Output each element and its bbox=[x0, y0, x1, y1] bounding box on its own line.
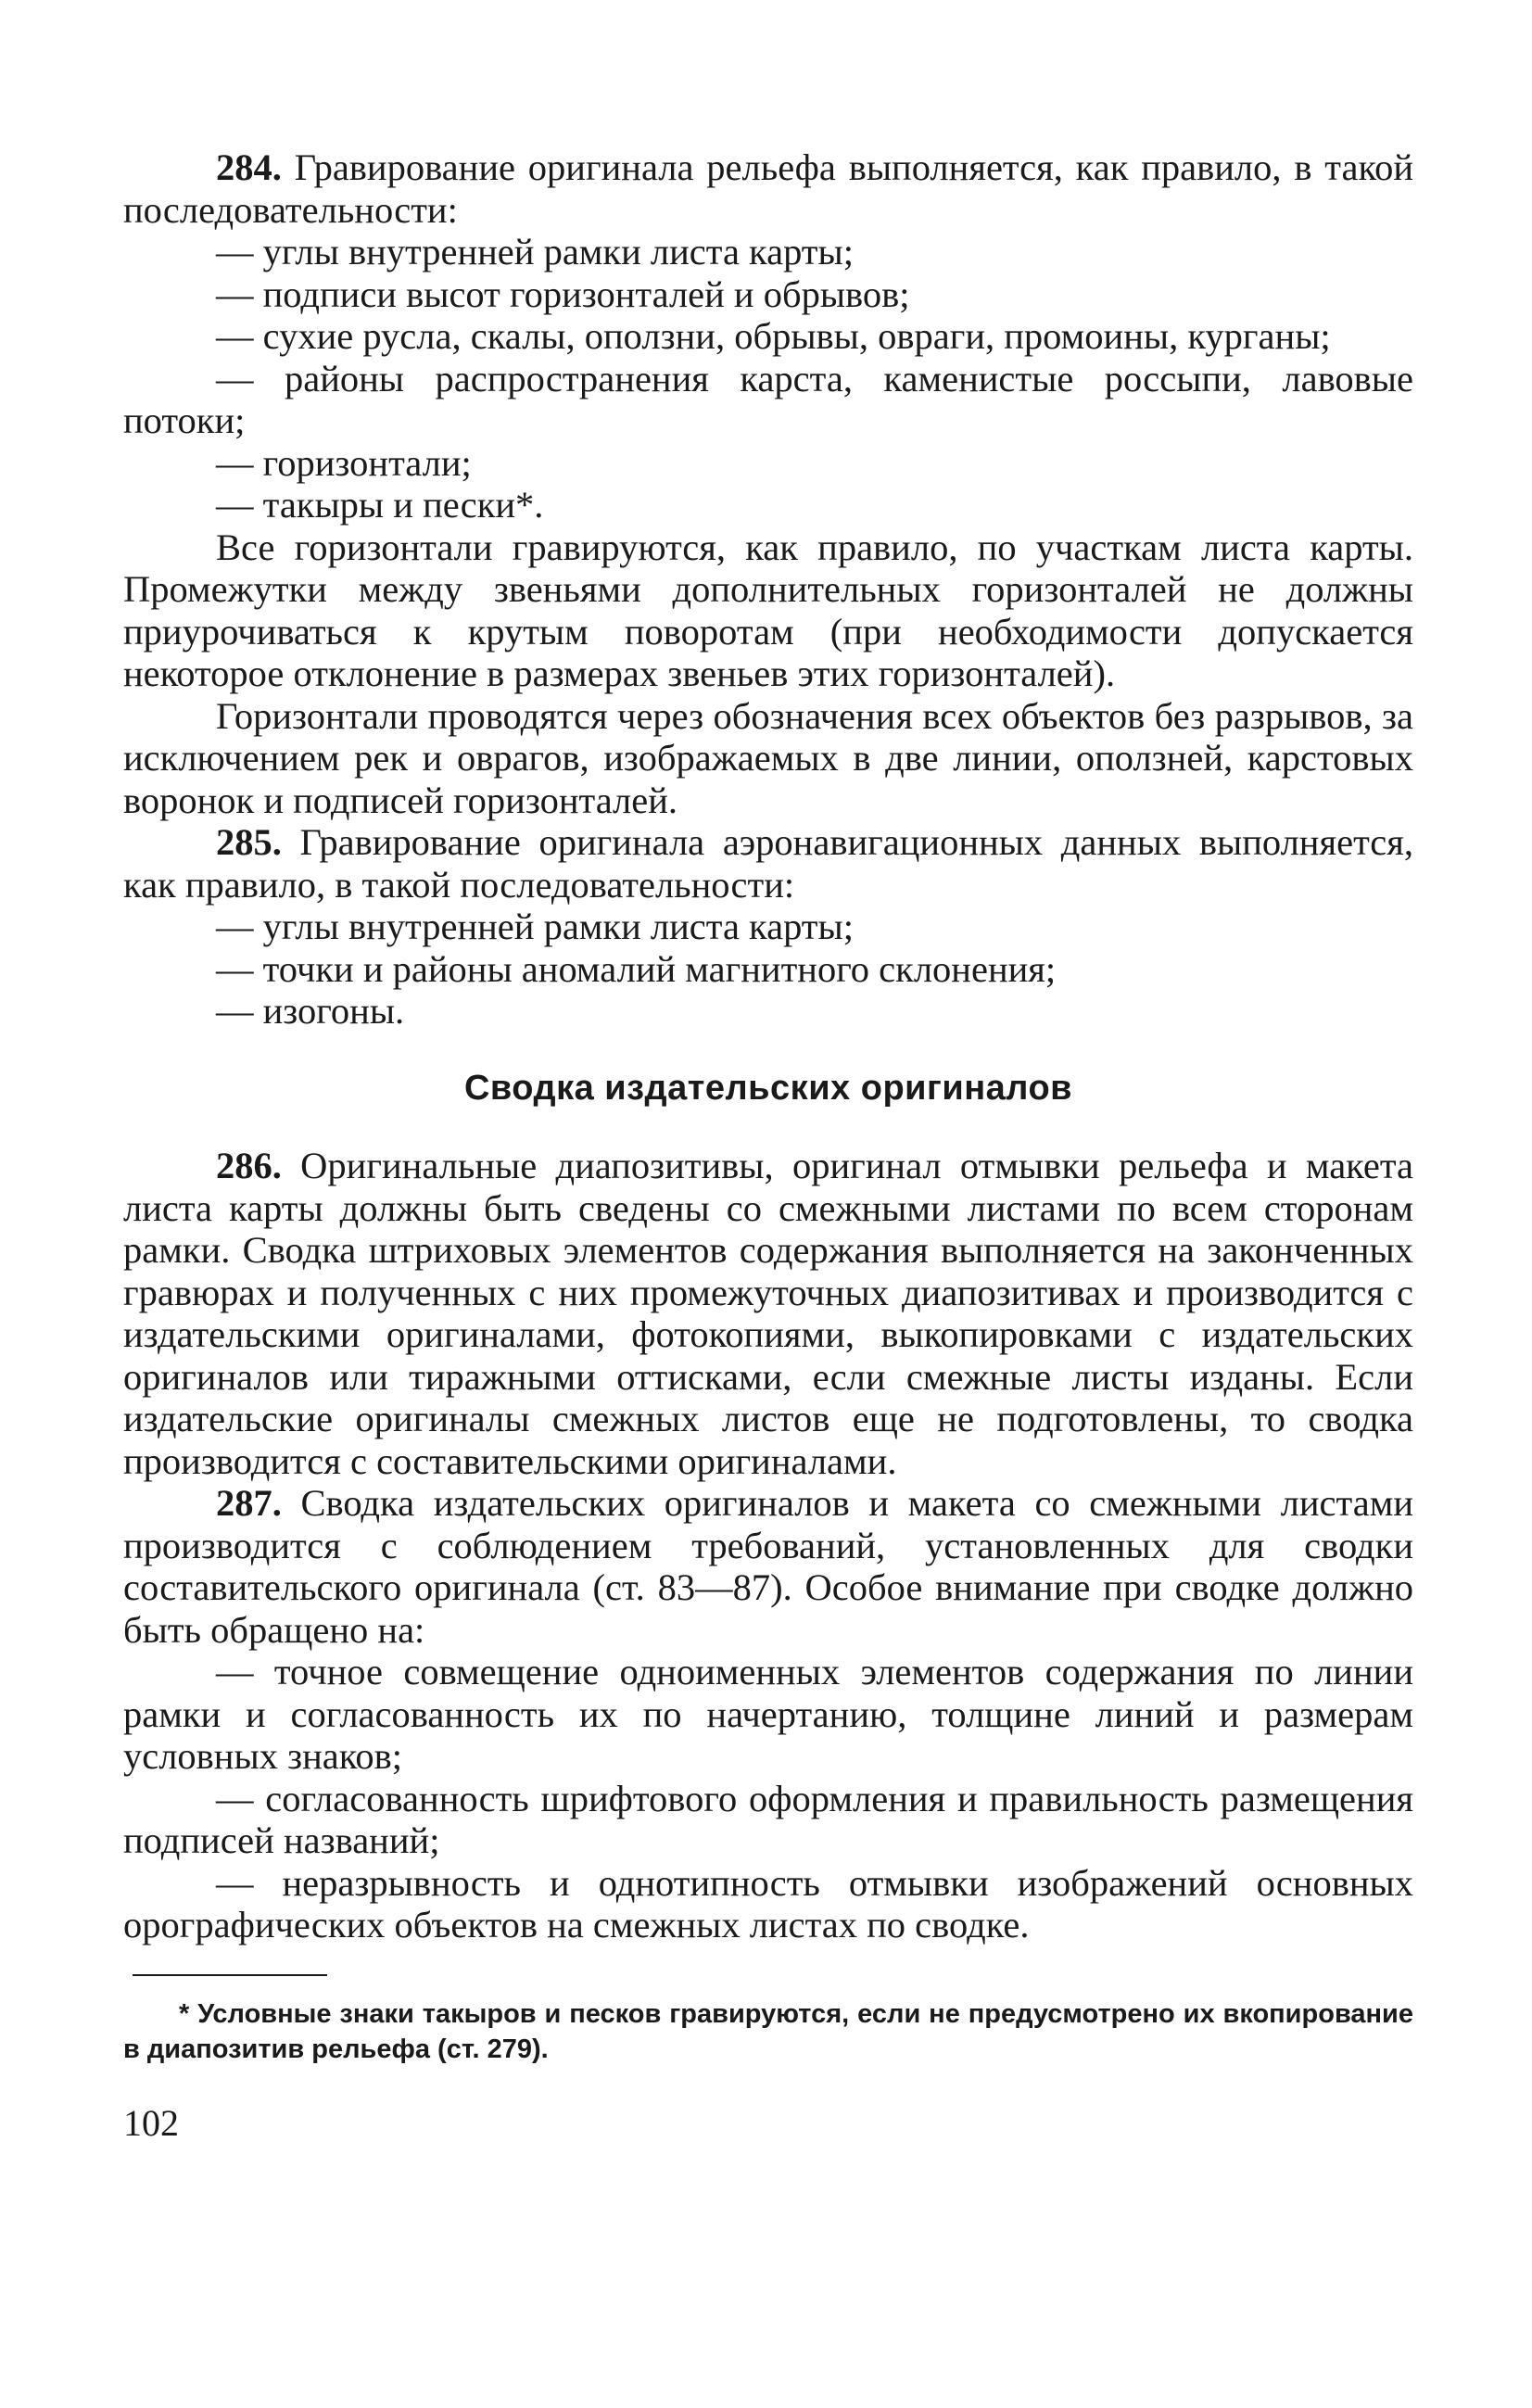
list-item: — районы распространения карста, каменистые россыпи, лавовые потоки; bbox=[123, 357, 1413, 441]
paragraph-286: 286. Оригинальные диапозитивы, оригинал отмывки рельефа и макета листа карты должны быть сведены со смежными листами по всем сторонам рамки. Сводка штриховых элементов содержания выполняется на законченных гравюрах и полученных с них промежуточных диапозитивах и производится с издательскими оригиналами, фотокопиями, выкопировками с издательских оригиналов или тиражными оттисками, если смежные листы изданы. Если издательские оригиналы смежных листов еще не подготовлены, то сводка производится с составительскими оригиналами. bbox=[123, 1145, 1413, 1482]
page-number: 102 bbox=[123, 2101, 179, 2144]
list-item: — точное совмещение одноименных элементов содержания по линии рамки и согласованность их по начертанию, толщине линий и размерам условных знаков; bbox=[123, 1651, 1413, 1777]
list-item: — сухие русла, скалы, оползни, обрывы, овраги, промоины, курганы; bbox=[216, 315, 1331, 357]
paragraph: Горизонтали проводятся через обозначения всех объектов без разрывов, за исключением рек и оврагов, изображаемых в две линии, оползней, карстовых воронок и подписей горизонталей. bbox=[123, 694, 1413, 821]
footnote-divider bbox=[133, 1974, 327, 1976]
list-item: — точки и районы аномалий магнитного склонения; bbox=[216, 947, 1057, 990]
section-heading: Сводка издательских оригиналов bbox=[463, 1068, 1073, 1108]
list-item: — углы внутренней рамки листа карты; bbox=[216, 906, 854, 947]
item-number: 286. bbox=[216, 1145, 282, 1186]
list-item: — горизонтали; bbox=[216, 441, 472, 484]
list-item: — подписи высот горизонталей и обрывов; bbox=[216, 272, 910, 315]
paragraph: Все горизонтали гравируются, как правило, по участкам листа карты. Промежутки между звеньями дополнительных горизонталей не должны приурочиваться к крутым поворотам (при необходимости допускается некоторое отклонение в размерах звеньев этих горизонталей). bbox=[123, 526, 1413, 694]
list-item: — неразрывность и однотипность отмывки изображений основных орографических объектов на смежных листах по сводке. bbox=[123, 1861, 1413, 1945]
item-number: 287. bbox=[216, 1482, 282, 1524]
list-item: — такыры и пески*. bbox=[216, 484, 544, 526]
paragraph-287: 287. Сводка издательских оригиналов и макета со смежными листами производится с соблюдением требований, установленных для сводки составительского оригинала (ст. 83—87). Особое внимание при сводке должно быть обращено на: bbox=[123, 1482, 1413, 1651]
item-number: 285. bbox=[216, 821, 282, 863]
list-item: — согласованность шрифтового оформления и правильность размещения подписей названий; bbox=[123, 1777, 1413, 1861]
paragraph-285: 285. Гравирование оригинала аэронавигационных данных выполняется, как правило, в такой последовательности: bbox=[123, 821, 1413, 906]
list-item: — углы внутренней рамки листа карты; bbox=[216, 231, 854, 272]
paragraph-284: 284. Гравирование оригинала рельефа выполняется, как правило, в такой последовательности: bbox=[123, 146, 1413, 231]
footnote: * Условные знаки такыров и песков гравируются, если не предусмотрено их вкопирование в диапозитив рельефа (ст. 279). bbox=[123, 1998, 1413, 2064]
page-content bbox=[123, 146, 1413, 2144]
list-item: — изогоны. bbox=[216, 990, 405, 1032]
item-number: 284. bbox=[216, 146, 282, 188]
